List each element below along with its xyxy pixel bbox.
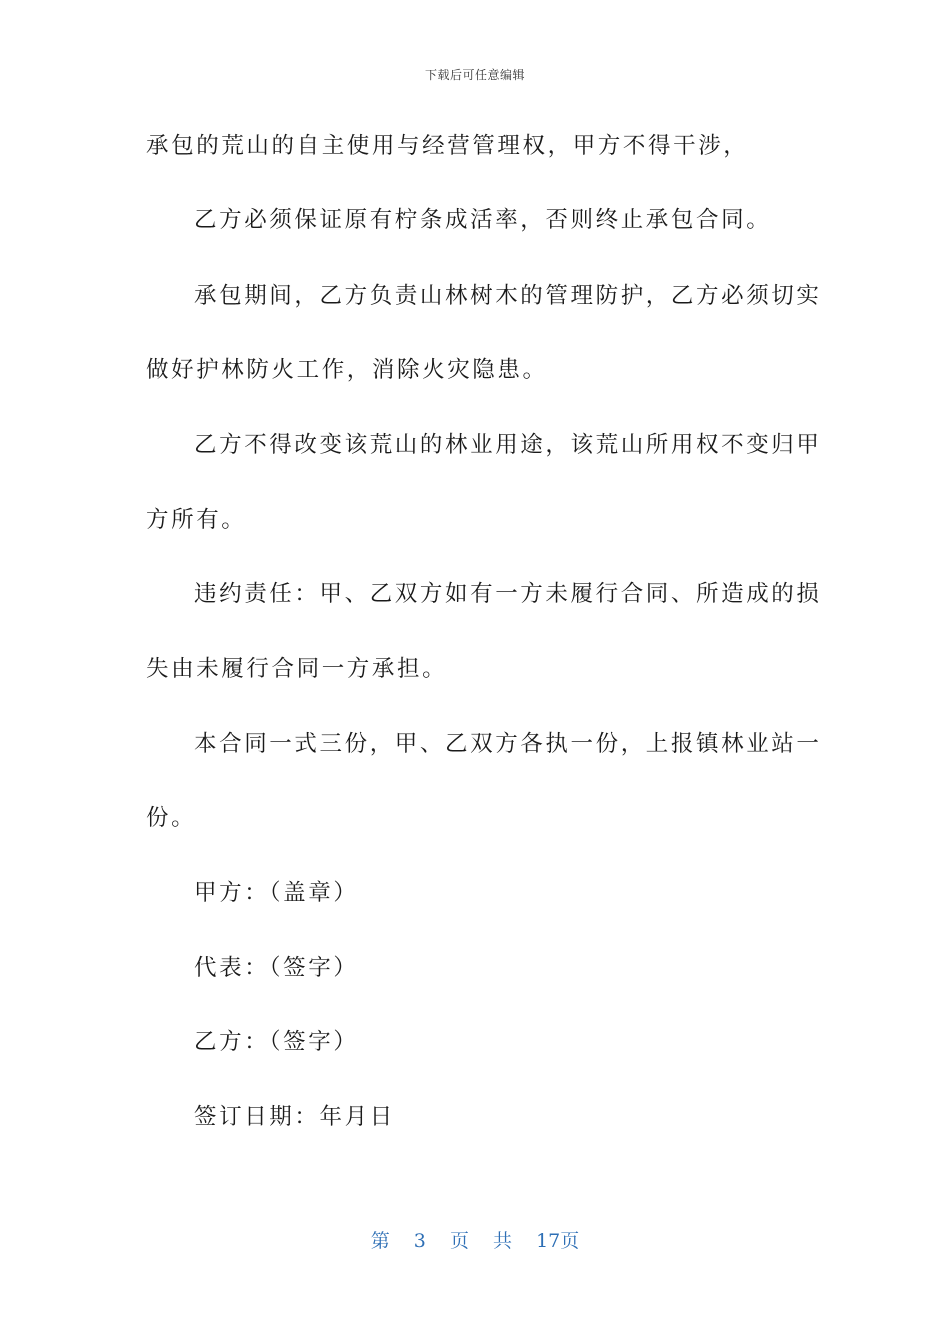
total-pages: 17页 [536, 1230, 580, 1252]
body-line: 做好护林防火工作，消除火灾隐患。 [146, 357, 548, 383]
body-line: 失由未履行合同一方承担。 [146, 656, 448, 682]
body-line: 乙方必须保证原有柠条成活率，否则终止承包合同。 [194, 207, 772, 233]
page-footer [0, 1226, 950, 1253]
body-line: 方所有。 [146, 507, 247, 533]
body-line: 承包期间，乙方负责山林树木的管理防护，乙方必须切实 [194, 283, 822, 309]
header-note: 下载后可任意编辑 [424, 68, 525, 82]
signature-party-a: 甲方：（盖章） [194, 880, 359, 906]
signature-representative: 代表：（签字） [194, 955, 359, 981]
signing-date: 签订日期：年月日 [194, 1104, 395, 1130]
body-line: 份。 [146, 805, 197, 831]
total-prefix: 共 [493, 1230, 513, 1252]
body-line: 乙方不得改变该荒山的林业用途，该荒山所用权不变归甲 [194, 432, 822, 458]
body-line: 承包的荒山的自主使用与经营管理权，甲方不得干涉， [146, 133, 749, 159]
page-prefix: 第 [370, 1230, 390, 1252]
body-line: 本合同一式三份，甲、乙双方各执一份，上报镇林业站一 [194, 731, 822, 757]
body-line: 违约责任：甲、乙双方如有一方未履行合同、所造成的损 [194, 581, 822, 607]
signature-party-b: 乙方：（签字） [194, 1029, 359, 1055]
page-word: 页 [449, 1230, 469, 1252]
page-number: 3 [413, 1230, 426, 1252]
